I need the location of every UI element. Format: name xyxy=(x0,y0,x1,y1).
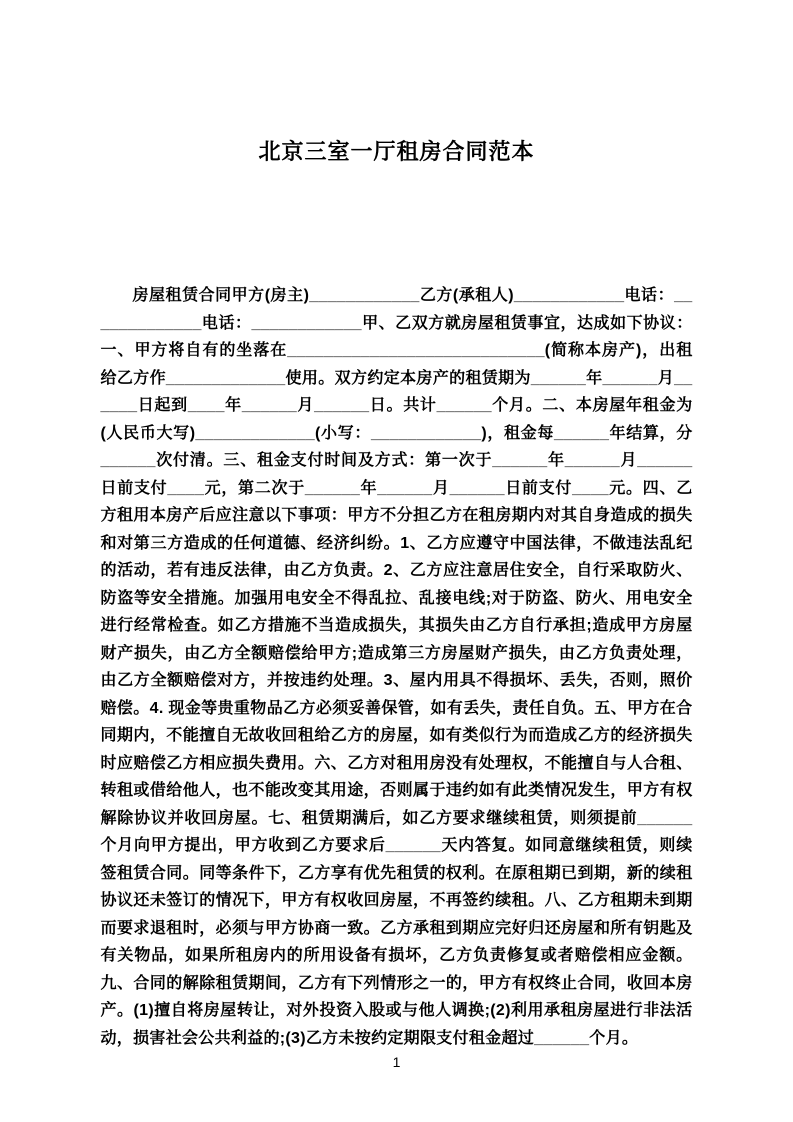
page-number: 1 xyxy=(392,1054,401,1070)
document-title: 北京三室一厅租房合同范本 xyxy=(258,139,535,164)
contract-body-text: 房屋租赁合同甲方(房主)____________乙方(承租人)____________电话：_____________电话：____________甲、乙双方就房屋租赁事宜，达成如下协议：一、甲方将自有的坐落在____________________________(简称本房产)，出租给乙方作_____________使用。双方约定本房产的租赁期为______年______月______日起到____年______月______日。共计______个月。二、本房屋年租金为(人民币大写)_____________(小写：____________)，租金每______年结算，分______次付清。三、租金支付时间及方式：第一次于______年______月______日前支付____元，第二次于______年______月______日前支付____元。四、乙方租用本房产后应注意以下事项：甲方不分担乙方在租房期内对其自身造成的损失和对第三方造成的任何道德、经济纠纷。1、乙方应遵守中国法律，不做违法乱纪的活动，若有违反法律，由乙方负责。2、乙方应注意居住安全，自行采取防火、防盗等安全措施。加强用电安全不得乱拉、乱接电线;对于防盗、防火、用电安全进行经常检查。如乙方措施不当造成损失，其损失由乙方自行承担;造成甲方房屋财产损失，由乙方全额赔偿给甲方;造成第三方房屋财产损失，由乙方负责处理，由乙方全额赔偿对方，并按违约处理。3、屋内用具不得损坏、丢失，否则，照价赔偿。4. 现金等贵重物品乙方必须妥善保管，如有丢失，责任自负。五、甲方在合同期内，不能擅自无故收回租给乙方的房屋，如有类似行为而造成乙方的经济损失时应赔偿乙方相应损失费用。六、乙方对租用房没有处理权，不能擅自与人合租、转租或借给他人，也不能改变其用途，否则属于违约如有此类情况发生，甲方有权解除协议并收回房屋。七、租赁期满后，如乙方要求继续租赁，则须提前______个月向甲方提出，甲方收到乙方要求后______天内答复。如同意继续租赁，则续签租赁合同。同等条件下，乙方享有优先租赁的权利。在原租期已到期，新的续租协议还未签订的情况下，甲方有权收回房屋，不再签约续租。八、乙方租期未到期而要求退租时，必须与甲方协商一致。乙方承租到期应完好归还房屋和所有钥匙及有关物品，如果所租房内的所用设备有损坏，乙方负责修复或者赔偿相应金额。九、合同的解除租赁期间，乙方有下列情形之一的，甲方有权终止合同，收回本房产。(1)擅自将房屋转让，对外投资入股或与他人调换;(2)利用承租房屋进行非法活动，损害社会公共利益的;(3)乙方未按约定期限支付租金超过______个月。 xyxy=(100,287,693,1047)
